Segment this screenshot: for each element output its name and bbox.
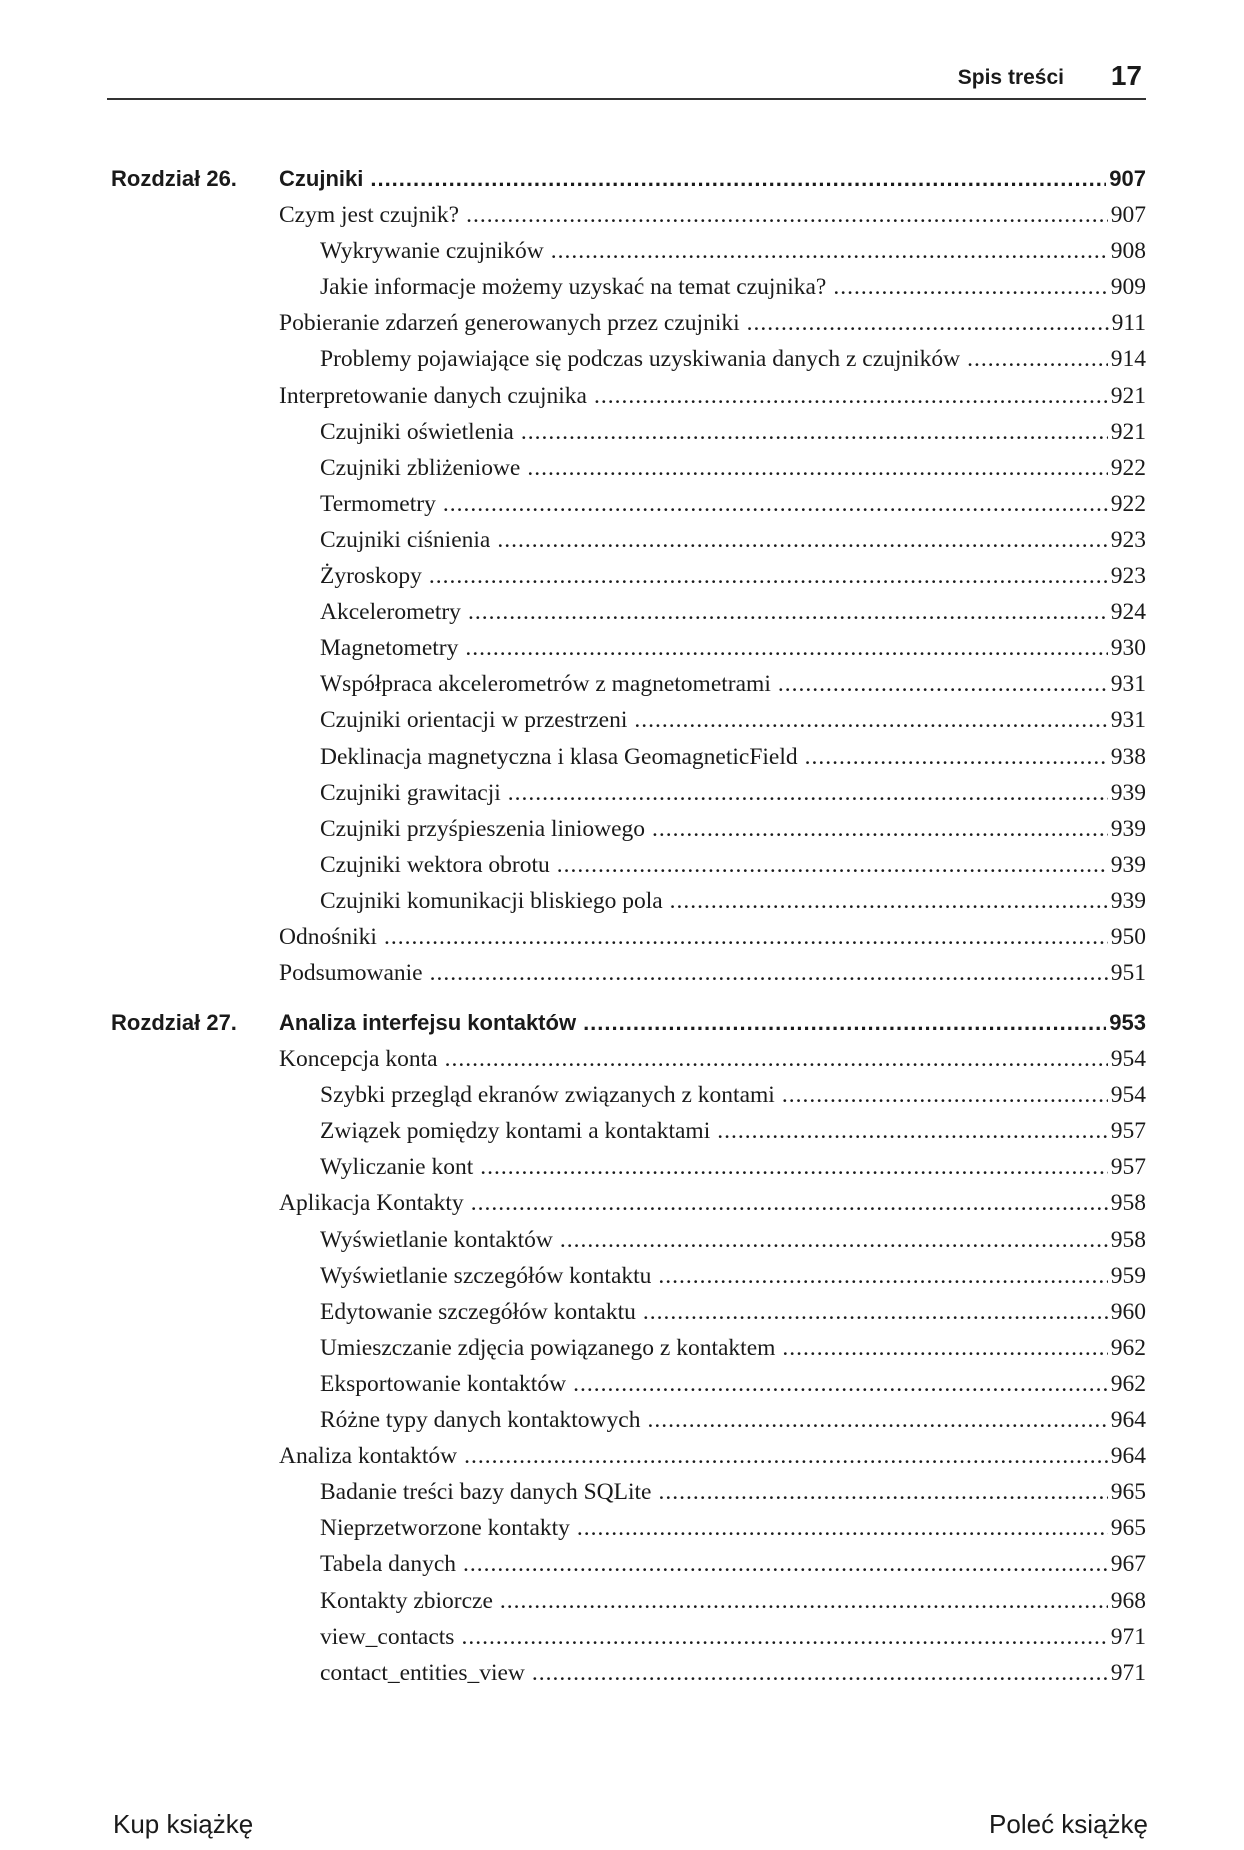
dot-leader — [778, 667, 1108, 701]
entry-page: 939 — [1110, 888, 1146, 914]
entry-title: Czujniki zbliżeniowe — [320, 455, 521, 481]
entry-page: 965 — [1110, 1479, 1146, 1505]
toc-subsection[interactable] — [320, 631, 1146, 665]
dot-leader — [465, 631, 1107, 665]
entry-title: Czujniki oświetlenia — [320, 419, 514, 445]
toc-subsection[interactable] — [320, 487, 1146, 521]
toc-subsection[interactable] — [320, 270, 1146, 304]
entry-page: 968 — [1110, 1588, 1146, 1614]
dot-leader — [659, 1475, 1108, 1509]
dot-leader — [717, 1114, 1108, 1148]
entry-title: Termometry — [320, 491, 436, 517]
toc-subsection[interactable] — [320, 451, 1146, 485]
entry-page: 939 — [1110, 780, 1146, 806]
entry-page: 971 — [1110, 1660, 1146, 1686]
entry-page: 909 — [1110, 274, 1146, 300]
entry-title: Tabela danych — [320, 1551, 457, 1577]
dot-leader — [967, 342, 1108, 376]
toc-subsection[interactable] — [320, 1584, 1146, 1618]
entry-page: 958 — [1110, 1190, 1146, 1216]
dot-leader — [658, 1259, 1107, 1293]
dot-leader — [430, 956, 1108, 990]
dot-leader — [443, 487, 1108, 521]
toc-subsection[interactable] — [320, 1403, 1146, 1437]
entry-title: Czujniki orientacji w przestrzeni — [320, 707, 628, 733]
toc-subsection[interactable] — [320, 1223, 1146, 1257]
entry-title: Wyświetlanie szczegółów kontaktu — [320, 1263, 652, 1289]
dot-leader — [747, 306, 1109, 340]
entry-title: Magnetometry — [320, 635, 459, 661]
entry-title: Współpraca akcelerometrów z magnetometrami — [320, 671, 771, 697]
entry-page: 962 — [1110, 1371, 1146, 1397]
entry-page: 958 — [1110, 1227, 1146, 1253]
entry-title: Deklinacja magnetyczna i klasa GeomagneticField — [320, 744, 798, 770]
entry-title: Podsumowanie — [279, 960, 423, 986]
toc-subsection[interactable] — [320, 595, 1146, 629]
entry-page: 923 — [1110, 527, 1146, 553]
entry-title: Interpretowanie danych czujnika — [279, 383, 587, 409]
entry-page: 930 — [1110, 635, 1146, 661]
entry-title: Różne typy danych kontaktowych — [320, 1407, 641, 1433]
entry-page: 960 — [1110, 1299, 1146, 1325]
entry-page: 957 — [1110, 1118, 1146, 1144]
entry-page: 964 — [1110, 1443, 1146, 1469]
dot-leader — [384, 920, 1108, 954]
entry-title: Jakie informacje możemy uzyskać na temat czujnika? — [320, 274, 827, 300]
toc-section[interactable] — [279, 956, 1146, 990]
entry-page: 962 — [1110, 1335, 1146, 1361]
entry-title: Problemy pojawiające się podczas uzyskiwania danych z czujników — [320, 346, 961, 372]
dot-leader — [647, 1403, 1107, 1437]
running-header — [107, 58, 1146, 100]
entry-page: 951 — [1110, 960, 1146, 986]
dot-leader — [521, 415, 1108, 449]
toc-section[interactable] — [279, 1042, 1146, 1076]
entry-title: contact_entities_view — [320, 1660, 525, 1686]
dot-leader — [500, 1584, 1108, 1618]
entry-page: 959 — [1110, 1263, 1146, 1289]
dot-leader — [551, 234, 1108, 268]
dot-leader — [782, 1078, 1108, 1112]
dot-leader — [461, 1620, 1107, 1654]
entry-title: Szybki przegląd ekranów związanych z kontami — [320, 1082, 775, 1108]
entry-title: Kontakty zbiorcze — [320, 1588, 493, 1614]
dot-leader — [560, 1223, 1108, 1257]
entry-page: 921 — [1110, 419, 1146, 445]
entry-page: 907 — [1110, 202, 1146, 228]
entry-title: Czujniki przyśpieszenia liniowego — [320, 816, 646, 842]
entry-page: 950 — [1110, 924, 1146, 950]
toc-subsection[interactable] — [320, 1078, 1146, 1112]
entry-title: Żyroskopy — [320, 563, 422, 589]
toc-subsection[interactable] — [320, 1656, 1146, 1690]
entry-title: Odnośniki — [279, 924, 377, 950]
dot-leader — [833, 270, 1107, 304]
dot-leader — [805, 740, 1108, 774]
entry-page: 954 — [1110, 1046, 1146, 1072]
entry-page: 922 — [1110, 491, 1146, 517]
dot-leader — [429, 559, 1108, 593]
entry-title: Czym jest czujnik? — [279, 202, 460, 228]
dot-leader — [466, 198, 1108, 232]
entry-page: 921 — [1110, 383, 1146, 409]
toc-section[interactable] — [279, 920, 1146, 954]
entry-page: 957 — [1110, 1154, 1146, 1180]
toc-subsection[interactable] — [320, 1150, 1146, 1184]
entry-title: Czujniki ciśnienia — [320, 527, 491, 553]
entry-page: 954 — [1110, 1082, 1146, 1108]
toc-subsection[interactable] — [320, 667, 1146, 701]
chapter-title: Czujniki — [279, 166, 364, 191]
toc-subsection[interactable] — [320, 1331, 1146, 1365]
entry-title: Analiza kontaktów — [279, 1443, 458, 1469]
toc-subsection[interactable] — [320, 559, 1146, 593]
dot-leader — [463, 1547, 1108, 1581]
dot-leader — [594, 379, 1108, 413]
dot-leader — [782, 1331, 1107, 1365]
entry-page: 938 — [1110, 744, 1146, 770]
dot-leader — [652, 812, 1108, 846]
entry-title: view_contacts — [320, 1624, 455, 1650]
entry-page: 923 — [1110, 563, 1146, 589]
toc-subsection[interactable] — [320, 234, 1146, 268]
entry-title: Wyliczanie kont — [320, 1154, 474, 1180]
toc-subsection[interactable] — [320, 415, 1146, 449]
entry-page: 967 — [1110, 1551, 1146, 1577]
toc-subsection[interactable] — [320, 523, 1146, 557]
toc-subsection[interactable] — [320, 884, 1146, 918]
entry-page: 924 — [1110, 599, 1146, 625]
dot-leader — [497, 523, 1107, 557]
toc-section[interactable] — [279, 306, 1146, 340]
entry-title: Aplikacja Kontakty — [279, 1190, 464, 1216]
entry-title: Wyświetlanie kontaktów — [320, 1227, 553, 1253]
entry-title: Czujniki wektora obrotu — [320, 852, 550, 878]
toc-subsection[interactable] — [320, 1547, 1146, 1581]
dot-leader — [583, 1006, 1106, 1040]
entry-page: 908 — [1110, 238, 1146, 264]
entry-page: 931 — [1110, 671, 1146, 697]
dot-leader — [471, 1186, 1108, 1220]
recommend-book-link[interactable]: Poleć książkę — [989, 1809, 1148, 1839]
dot-leader — [643, 1295, 1108, 1329]
dot-leader — [532, 1656, 1108, 1690]
entry-title: Pobieranie zdarzeń generowanych przez czujniki — [279, 310, 740, 336]
toc-chapter[interactable] — [111, 1006, 1146, 1040]
dot-leader — [527, 451, 1107, 485]
chapter-number: Rozdział 26. — [111, 166, 237, 191]
chapter-page: 953 — [1109, 1010, 1146, 1035]
dot-leader — [508, 776, 1108, 810]
toc-subsection[interactable] — [320, 812, 1146, 846]
entry-page: 964 — [1110, 1407, 1146, 1433]
chapter-number: Rozdział 27. — [111, 1010, 237, 1035]
entry-page: 939 — [1110, 816, 1146, 842]
toc-subsection[interactable] — [320, 740, 1146, 774]
entry-title: Związek pomiędzy kontami a kontaktami — [320, 1118, 711, 1144]
header-title: Spis treści — [957, 66, 1064, 89]
dot-leader — [557, 848, 1108, 882]
entry-title: Edytowanie szczegółów kontaktu — [320, 1299, 636, 1325]
toc-section[interactable] — [279, 198, 1146, 232]
entry-title: Eksportowanie kontaktów — [320, 1371, 567, 1397]
entry-title: Czujniki komunikacji bliskiego pola — [320, 888, 663, 914]
toc-subsection[interactable] — [320, 1620, 1146, 1654]
dot-leader — [573, 1367, 1108, 1401]
entry-page: 914 — [1110, 346, 1146, 372]
entry-title: Umieszczanie zdjęcia powiązanego z kontaktem — [320, 1335, 776, 1361]
dot-leader — [468, 595, 1108, 629]
entry-page: 931 — [1110, 707, 1146, 733]
entry-title: Badanie treści bazy danych SQLite — [320, 1479, 652, 1505]
toc-subsection[interactable] — [320, 1511, 1146, 1545]
toc-subsection[interactable] — [320, 848, 1146, 882]
entry-page: 939 — [1110, 852, 1146, 878]
toc-subsection[interactable] — [320, 1475, 1146, 1509]
entry-title: Akcelerometry — [320, 599, 461, 625]
toc-section[interactable] — [279, 1439, 1146, 1473]
toc-subsection[interactable] — [320, 1114, 1146, 1148]
toc-section[interactable] — [279, 1186, 1146, 1220]
buy-book-link[interactable]: Kup książkę — [113, 1809, 254, 1839]
entry-page: 965 — [1110, 1515, 1146, 1541]
entry-page: 922 — [1110, 455, 1146, 481]
toc-section[interactable] — [279, 379, 1146, 413]
toc-subsection[interactable] — [320, 342, 1146, 376]
dot-leader — [480, 1150, 1108, 1184]
dot-leader — [445, 1042, 1108, 1076]
dot-leader — [577, 1511, 1108, 1545]
toc-subsection[interactable] — [320, 1367, 1146, 1401]
dot-leader — [634, 703, 1107, 737]
toc-chapter[interactable] — [111, 162, 1146, 196]
entry-title: Koncepcja konta — [279, 1046, 438, 1072]
toc-subsection[interactable] — [320, 1259, 1146, 1293]
entry-title: Czujniki grawitacji — [320, 780, 501, 806]
chapter-title: Analiza interfejsu kontaktów — [279, 1010, 577, 1035]
toc-subsection[interactable] — [320, 1295, 1146, 1329]
entry-page: 911 — [1111, 310, 1146, 336]
toc-subsection[interactable] — [320, 776, 1146, 810]
chapter-page: 907 — [1109, 166, 1146, 191]
header-page-number: 17 — [1110, 60, 1142, 91]
entry-title: Nieprzetworzone kontakty — [320, 1515, 570, 1541]
toc-subsection[interactable] — [320, 703, 1146, 737]
dot-leader — [370, 162, 1106, 196]
dot-leader — [464, 1439, 1108, 1473]
dot-leader — [670, 884, 1108, 918]
entry-page: 971 — [1110, 1624, 1146, 1650]
entry-title: Wykrywanie czujników — [320, 238, 544, 264]
